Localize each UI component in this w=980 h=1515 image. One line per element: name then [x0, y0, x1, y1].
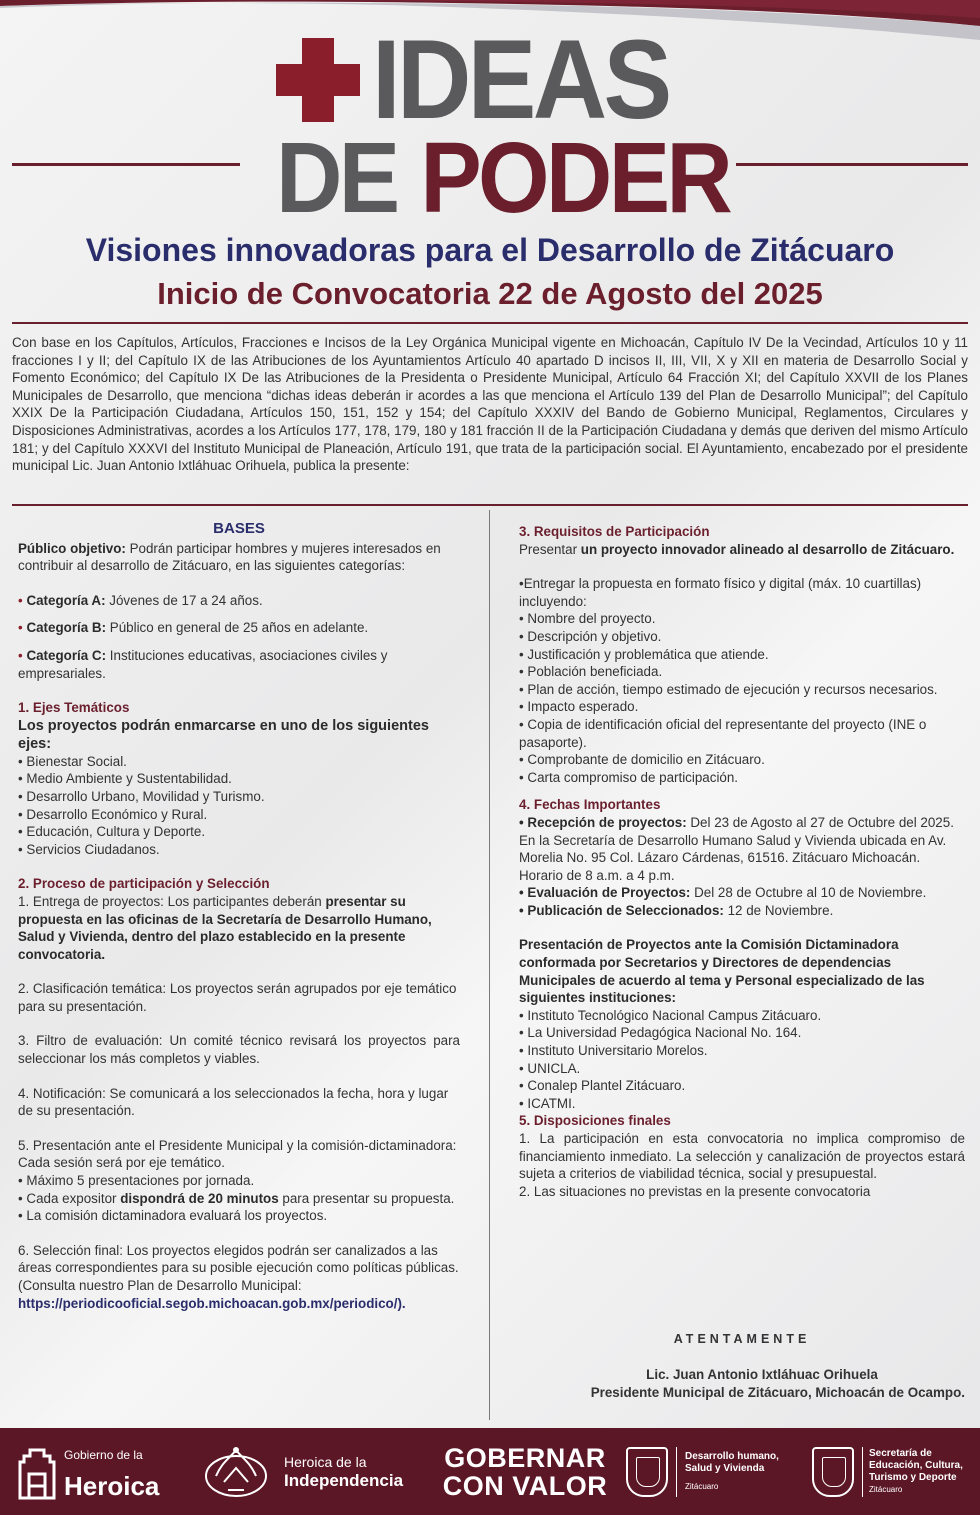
fechas-heading: 4. Fechas Importantes	[519, 797, 661, 813]
list-item: • Justificación y problemática que atiende.	[519, 646, 769, 662]
list-item: • Carta compromiso de participación.	[519, 769, 739, 785]
bases-heading: BASES	[213, 520, 265, 537]
municipal-crest-icon	[812, 1447, 854, 1497]
proceso-heading: 2. Proceso de participación y Selección	[18, 876, 270, 892]
heroica-small-text: Heroica de la	[284, 1453, 367, 1470]
list-item: • Impacto esperado.	[519, 699, 639, 715]
requisitos-heading: 3. Requisitos de Participación	[519, 524, 710, 539]
title-line-2	[276, 122, 730, 234]
list-item: • Población beneficiada.	[519, 664, 663, 680]
category-b: • Categoría B: Público en general de 25 años en adelante.	[18, 620, 369, 636]
list-item: • Instituto Tecnológico Nacional Campus Zitácuaro.	[519, 1007, 822, 1023]
list-item: • Educación, Cultura y Deporte.	[18, 824, 206, 840]
requisitos-list	[519, 610, 965, 786]
proceso-step-6: 6. Selección final: Los proyectos elegidos podrán ser canalizados a las áreas correspondientes para su posible ejecución como políticas públicas.	[18, 1242, 459, 1276]
footer-slogan	[440, 1428, 610, 1515]
intro-paragraph	[12, 334, 968, 475]
list-item: • Nombre del proyecto.	[519, 611, 656, 627]
proceso-step-5-line: • Cada expositor dispondrá de 20 minutos para presentar su propuesta.	[18, 1190, 455, 1206]
gobierno-logo	[14, 1444, 159, 1500]
bullet-icon: •	[18, 620, 23, 636]
requisitos-intro: Presentar un proyecto innovador alineado al desarrollo de Zitácuaro.	[519, 541, 955, 557]
column-divider	[489, 510, 490, 1420]
list-item: • La Universidad Pedagógica Nacional No. 164.	[519, 1025, 802, 1041]
fecha-publicacion: • Publicación de Seleccionados: 12 de Noviembre.	[519, 902, 834, 918]
list-item: • ICATMI.	[519, 1095, 576, 1111]
divider-top	[12, 322, 968, 324]
footer-heroica-independencia	[196, 1428, 403, 1515]
fecha-recepcion: • Recepción de proyectos: Del 23 de Agosto al 27 de Octubre del 2025. En la Secretaría de Desarrollo Humano Salud y Vivienda ubicada en Av. Morelia No. 95 Col. Lázaro Cárdenas, 61516. Zitácuaro Michoacán. Horario de 8 a.m. a 4 p.m.	[519, 814, 954, 883]
gob-big-text: Heroica	[64, 1470, 160, 1501]
disposicion-2: 2. Las situaciones no previstas en la presente convocatoria	[519, 1183, 871, 1199]
proceso-step-5-line: • La comisión dictaminadora evaluará los proyectos.	[18, 1208, 328, 1224]
sec-line-1: Secretaría de	[869, 1448, 932, 1459]
list-item: • Desarrollo Económico y Rural.	[18, 806, 208, 822]
dhs-line-1: Desarrollo humano,	[685, 1451, 779, 1462]
signer-role: Presidente Municipal de Zitácuaro, Michoacán de Ocampo.	[590, 1384, 965, 1400]
public-target	[18, 540, 460, 575]
dhs-city: Zitácuaro	[685, 1482, 719, 1491]
ejes-intro: Los proyectos podrán enmarcarse en uno de los siguientes ejes:	[18, 717, 429, 752]
eagle-crest-icon	[196, 1442, 276, 1502]
disposiciones-heading: 5. Disposiciones finales	[519, 1113, 671, 1129]
title-de: DE	[276, 122, 397, 234]
list-item: • Desarrollo Urbano, Movilidad y Turismo.	[18, 788, 265, 804]
start-date-line: Inicio de Convocatoria 22 de Agosto del 2025	[157, 276, 823, 311]
requisitos-lead: •Entregar la propuesta en formato físico y digital (máx. 10 cuartillas) incluyendo:	[519, 576, 922, 609]
bullet-icon: •	[18, 647, 23, 663]
proceso-step-4: 4. Notificación: Se comunicará a los seleccionados la fecha, hora y lugar de su presentación.	[18, 1085, 449, 1119]
tower-icon	[14, 1444, 60, 1500]
fecha-evaluacion: • Evaluación de Proyectos: Del 28 de Octubre al 10 de Noviembre.	[519, 885, 927, 901]
divider-bottom	[12, 504, 968, 506]
footer-secretaria-educacion	[812, 1428, 963, 1515]
list-item: • Servicios Ciudadanos.	[18, 841, 160, 857]
list-item: • Conalep Plantel Zitácuaro.	[519, 1078, 686, 1094]
proceso-step-5: 5. Presentación ante el Presidente Municipal y la comisión-dictaminadora:	[18, 1137, 457, 1153]
subtitle: Visiones innovadoras para el Desarrollo de Zitácuaro	[85, 232, 895, 268]
sec-line-2: Educación, Cultura,	[869, 1460, 963, 1471]
list-item: • Copia de identificación oficial del representante del proyecto (INE o pasaporte).	[519, 716, 927, 750]
ejes-list	[18, 753, 460, 859]
category-a: • Categoría A: Jóvenes de 17 a 24 años.	[18, 592, 263, 608]
footer-desarrollo-humano	[626, 1428, 779, 1515]
title-rule-right	[736, 163, 968, 166]
gob-small-text: Gobierno de la	[64, 1447, 143, 1462]
intro-text: Con base en los Capítulos, Artículos, Fracciones e Incisos de la Ley Orgánica Municipal vigente en Michoacán, Capítulo IV De la Vecindad, Artículos 10 y 11 fracciones I y II; del Capítulo IX de las Atribuciones de los Ayuntamientos Artículo 40 apartado D incisos II, III, VII, X y XII en materia de Desarrollo Social y Fomento Económico; del Capítulo IX De las Atribuciones de la Presidenta o Presidente Municipal, Artículo 64 Fracción XI; del Capítulo XXVII de los Planes Municipales de Desarrollo, que menciona “dichas ideas deberán ir acordes a las que menciona el Artículo 139 del Plan de Desarrollo Municipal”; del Capítulo XXIX De la Participación Ciudadana, Artículos 150, 151, 152 y 154; del Capítulo XXXIV del Bando de Gobierno Municipal, Reglamentos, Circulares y Disposiciones Administrativas, acordes a los Artículos 177, 178, 179, 180 y 181 fracción II de la Participación Ciudadana y demás que deriven del mismo Artículo 181; y del Capítulo XXXVI del Instituto Municipal de Planeación, Artículo 191, que trata de la participación social.	[12, 335, 968, 456]
atentamente: ATENTAMENTE	[673, 1332, 811, 1346]
comision-list	[519, 1007, 965, 1113]
title-block	[0, 17, 980, 234]
list-item: • Medio Ambiente y Sustentabilidad.	[18, 771, 232, 787]
slogan-line-2: CON VALOR	[442, 1470, 608, 1501]
disposicion-1: 1. La participación en esta convocatoria no implica compromiso de financiamiento inmediato. La selección y canalización de proyectos estará sujeta a criterios de viabilidad técnica, social y presupuestal.	[519, 1131, 965, 1182]
signature-block	[519, 1366, 965, 1401]
bullet-icon: •	[18, 592, 23, 608]
list-item: • Plan de acción, tiempo estimado de ejecución y recursos necesarios.	[519, 681, 938, 697]
proceso-step-2: 2. Clasificación temática: Los proyectos serán agrupados por eje temático para su presentación.	[18, 981, 457, 1014]
heroica-big-text: Independencia	[284, 1470, 404, 1490]
dhs-line-2: Salud y Vivienda	[685, 1463, 765, 1474]
footer-separator	[676, 1447, 677, 1497]
ejes-heading: 1. Ejes Temáticos	[18, 700, 130, 716]
plan-link[interactable]: https://periodicooficial.segob.michoacan.gob.mx/periodico/).	[18, 1295, 406, 1311]
proceso-step-1: 1. Entrega de proyectos: Los participantes deberán presentar su propuesta en las oficinas de la Secretaría de Desarrollo Humano, Salud y Vivienda, dentro del plazo establecido en la presente convocatoria.	[18, 893, 432, 962]
footer-bar	[0, 1428, 980, 1515]
left-column	[18, 520, 460, 1312]
list-item: • UNICLA.	[519, 1060, 581, 1076]
comision-intro: Presentación de Proyectos ante la Comisión Dictaminadora conformada por Secretarios y Directores de dependencias Municipales de acuerdo al tema y Personal especializado de las siguientes instituciones:	[519, 937, 925, 1006]
proceso-step-5-line: Cada sesión será por eje temático.	[18, 1155, 225, 1171]
list-item: • Comprobante de domicilio en Zitácuaro.	[519, 752, 765, 768]
right-column	[519, 523, 965, 1200]
public-text: Podrán participar hombres y mujeres interesados en contribuir al desarrollo de Zitácuaro, en las siguientes categorías:	[18, 540, 441, 574]
title-ideas: IDEAS	[372, 17, 669, 142]
sec-line-3: Turismo y Deporte	[869, 1472, 957, 1483]
title-poder: PODER	[420, 122, 730, 234]
list-item: • Descripción y objetivo.	[519, 628, 662, 644]
list-item: • Bienestar Social.	[18, 753, 127, 769]
public-label: Público objetivo:	[18, 540, 126, 556]
title-rule-left	[12, 163, 240, 166]
slogan-line-1: GOBERNAR	[444, 1442, 606, 1473]
footer-gob-heroica	[14, 1428, 159, 1515]
footer-separator	[862, 1447, 863, 1497]
consult-text: (Consulta nuestro Plan de Desarrollo Municipal:	[18, 1278, 302, 1293]
sec-city: Zitácuaro	[869, 1485, 903, 1494]
proceso-step-3: 3. Filtro de evaluación: Un comité técnico revisará los proyectos para seleccionar los más completos y viables.	[18, 1033, 460, 1067]
intro-closing: El Ayuntamiento, encabezado por el presidente municipal Lic. Juan Antonio Ixtláhuac Orihuela, publica la presente:	[12, 440, 968, 474]
signer-name: Lic. Juan Antonio Ixtláhuac Orihuela	[646, 1367, 878, 1382]
plus-icon	[270, 32, 366, 128]
title-line-1	[270, 17, 694, 142]
proceso-step-5-line: • Máximo 5 presentaciones por jornada.	[18, 1173, 255, 1189]
municipal-crest-icon	[626, 1447, 668, 1497]
list-item: • Instituto Universitario Morelos.	[519, 1043, 708, 1059]
category-c: • Categoría C: Instituciones educativas, asociaciones civiles y empresariales.	[18, 647, 388, 681]
